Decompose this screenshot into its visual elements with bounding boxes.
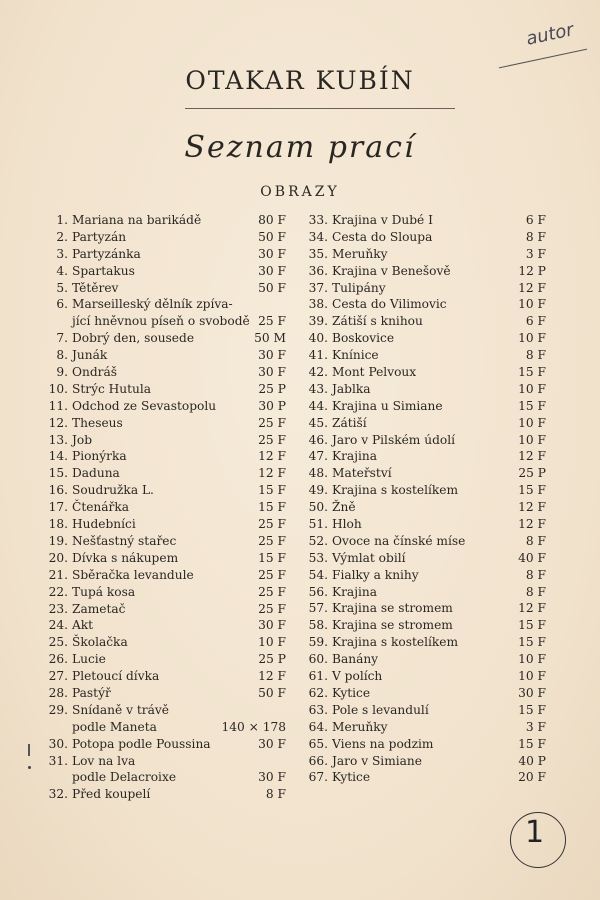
item-title: Jaro v Simiane: [332, 753, 422, 768]
list-item: [46, 668, 286, 685]
item-format: 12 F: [518, 601, 546, 616]
item-format: 10 F: [518, 415, 546, 430]
item-format: 30 F: [258, 246, 286, 261]
item-number: 9.: [56, 365, 68, 380]
item-title: Zátiší: [332, 415, 367, 430]
item-format: 15 F: [518, 635, 546, 650]
list-item: [46, 246, 286, 263]
item-format: 40 P: [518, 753, 546, 768]
list-item: [306, 246, 546, 263]
item-format: 30 F: [258, 618, 286, 633]
item-title: Odchod ze Sevastopolu: [72, 398, 217, 413]
item-title: Mont Pelvoux: [332, 365, 417, 380]
item-title: Job: [72, 432, 93, 447]
item-number: 53.: [308, 550, 328, 565]
list-item: [306, 753, 546, 770]
item-number: 16.: [48, 483, 68, 498]
list-item: [46, 584, 286, 601]
list-item: [46, 330, 286, 347]
list-item: [46, 499, 286, 516]
list-item: [306, 263, 546, 280]
list-item: [46, 601, 286, 618]
works-list-left: [46, 212, 286, 803]
item-number: 25.: [48, 635, 68, 650]
item-format: 8 F: [525, 567, 546, 582]
item-format: 50 F: [258, 229, 286, 244]
item-format: 8 F: [525, 533, 546, 548]
item-number: 11.: [48, 398, 68, 413]
item-number: 65.: [308, 736, 328, 751]
list-item: [46, 263, 286, 280]
item-number: 6.: [56, 297, 68, 312]
item-format: 8 F: [525, 584, 546, 599]
item-title: Meruňky: [332, 719, 388, 734]
item-title: Pastýř: [72, 685, 111, 700]
item-title: Cesta do Sloupa: [332, 229, 433, 244]
list-item: [306, 448, 546, 465]
item-number: 37.: [308, 280, 328, 295]
item-title: Strýc Hutula: [72, 381, 152, 396]
item-title: Výmlat obilí: [332, 550, 406, 565]
item-title: Školačka: [72, 635, 128, 650]
list-item: [46, 550, 286, 567]
list-item: [306, 550, 546, 567]
page-number: 1: [525, 815, 545, 850]
item-number: 21.: [48, 567, 68, 582]
item-number: 1.: [56, 213, 68, 227]
item-format: 15 F: [518, 702, 546, 717]
item-number: 45.: [308, 415, 328, 430]
item-title: Krajina u Simiane: [332, 398, 443, 413]
margin-dot: [28, 766, 31, 769]
item-number: 31.: [48, 753, 68, 768]
list-item: [46, 685, 286, 702]
page-title: Seznam prací: [184, 130, 416, 165]
item-title: Spartakus: [72, 263, 135, 278]
item-number: 66.: [308, 753, 328, 768]
item-title: Daduna: [72, 466, 120, 481]
item-title: Čtenářka: [72, 500, 130, 515]
item-format: 50 F: [258, 280, 286, 295]
item-format: 25 P: [258, 381, 286, 396]
item-title: Před koupelí: [72, 787, 151, 802]
list-item: [46, 448, 286, 465]
header-rule: [185, 108, 455, 109]
works-list-right: [306, 212, 546, 786]
list-item: [46, 465, 286, 482]
list-item: [46, 651, 286, 668]
item-format: 10 F: [518, 432, 546, 447]
list-item: [306, 347, 546, 364]
item-format: 30 F: [258, 348, 286, 363]
item-number: 36.: [308, 263, 328, 278]
list-item: [46, 280, 286, 297]
item-title: Tulipány: [332, 280, 386, 295]
item-format: 25 F: [258, 584, 286, 599]
item-number: 57.: [308, 601, 328, 616]
item-number: 51.: [308, 517, 328, 532]
item-title: V polích: [332, 669, 383, 684]
item-number: 54.: [308, 567, 328, 582]
list-item: [306, 313, 546, 330]
list-item: [46, 364, 286, 381]
list-item: [46, 398, 286, 415]
list-item: [306, 499, 546, 516]
item-title: Dívka s nákupem: [72, 550, 179, 565]
item-format: 30 F: [258, 770, 286, 785]
item-format: 80 F: [258, 213, 286, 227]
list-item: [306, 432, 546, 449]
item-title: Sběračka levandule: [72, 567, 194, 582]
item-title: Kytice: [332, 685, 371, 700]
item-format: 12 F: [518, 449, 546, 464]
item-title: Pletoucí dívka: [72, 669, 160, 684]
item-title: Krajina: [332, 449, 377, 464]
item-format: 20 F: [518, 770, 546, 785]
item-format: 6 F: [525, 213, 546, 227]
list-item: [306, 651, 546, 668]
list-item: [306, 516, 546, 533]
list-item: [46, 381, 286, 398]
item-number: 29.: [48, 702, 68, 717]
item-format: 25 F: [258, 432, 286, 447]
item-title: Kytice: [332, 770, 371, 785]
item-number: 28.: [48, 685, 68, 700]
item-title: Viens na podzim: [332, 736, 434, 751]
item-number: 33.: [308, 213, 328, 227]
item-title: Krajina v Benešově: [332, 263, 451, 278]
item-format: 12 P: [518, 263, 546, 278]
item-format: 25 F: [258, 517, 286, 532]
item-format: 10 F: [518, 669, 546, 684]
item-title: Krajina: [332, 584, 377, 599]
item-format: 15 F: [518, 398, 546, 413]
item-title: Cesta do Vilimovic: [332, 297, 447, 312]
handwritten-note: autor: [524, 19, 576, 50]
item-number: 32.: [48, 787, 68, 802]
item-title: Partyzán: [72, 229, 127, 244]
list-item: [306, 229, 546, 246]
item-number: 27.: [48, 669, 68, 684]
item-title: Krajina se stromem: [332, 618, 453, 633]
list-item: [306, 769, 546, 786]
item-number: 2.: [56, 229, 68, 244]
item-format: 30 F: [258, 263, 286, 278]
item-format: 30 F: [518, 685, 546, 700]
list-item: [46, 786, 286, 803]
item-title: Knínice: [332, 348, 379, 363]
item-number: 47.: [308, 449, 328, 464]
list-item: [306, 617, 546, 634]
item-title: Junák: [72, 348, 108, 363]
item-format: 30 F: [258, 365, 286, 380]
list-item: [306, 584, 546, 601]
item-number: 40.: [308, 331, 328, 346]
item-number: 13.: [48, 432, 68, 447]
item-format: 15 F: [518, 618, 546, 633]
item-number: 62.: [308, 685, 328, 700]
item-number: 48.: [308, 466, 328, 481]
item-number: 39.: [308, 314, 328, 329]
list-item: [306, 415, 546, 432]
item-format: 10 F: [518, 297, 546, 312]
list-item: [306, 668, 546, 685]
item-number: 26.: [48, 652, 68, 667]
list-item: [306, 736, 546, 753]
item-format: 12 F: [258, 449, 286, 464]
item-title: Marseilleský dělník zpíva- jící hněvnou píseň o svobodě: [72, 297, 250, 329]
list-item: [46, 753, 286, 787]
item-title: Lucie: [72, 652, 106, 667]
item-number: 34.: [308, 229, 328, 244]
list-item: [46, 229, 286, 246]
item-title: Krajina se stromem: [332, 601, 453, 616]
author-name: OTAKAR KUBÍN: [185, 66, 415, 95]
item-format: 15 F: [258, 550, 286, 565]
list-item: [46, 567, 286, 584]
item-title: Tětěrev: [72, 280, 119, 295]
item-number: 52.: [308, 533, 328, 548]
list-item: [306, 533, 546, 550]
item-format: 15 F: [518, 365, 546, 380]
item-title: Potopa podle Poussina: [72, 736, 211, 751]
item-format: 25 P: [258, 652, 286, 667]
item-title: Krajina v Dubé I: [332, 213, 433, 227]
item-format: 30 P: [258, 398, 286, 413]
list-item: [306, 381, 546, 398]
item-number: 50.: [308, 500, 328, 515]
item-format: 12 F: [518, 280, 546, 295]
list-item: [306, 296, 546, 313]
item-format: 10 F: [258, 635, 286, 650]
list-item: [306, 702, 546, 719]
item-format: 12 F: [258, 466, 286, 481]
item-title: Meruňky: [332, 246, 388, 261]
list-item: [306, 280, 546, 297]
item-number: 46.: [308, 432, 328, 447]
item-number: 8.: [56, 348, 68, 363]
item-number: 12.: [48, 415, 68, 430]
item-number: 14.: [48, 449, 68, 464]
item-format: 3 F: [525, 719, 546, 734]
list-item: [306, 212, 546, 229]
item-title: Boskovice: [332, 331, 395, 346]
item-title: Partyzánka: [72, 246, 141, 261]
item-number: 67.: [308, 770, 328, 785]
item-format: 3 F: [525, 246, 546, 261]
item-title: Fialky a knihy: [332, 567, 419, 582]
list-item: [46, 415, 286, 432]
item-title: Jaro v Pilském údolí: [332, 432, 456, 447]
item-title: Snídaně v trávě podle Maneta: [72, 702, 169, 734]
item-format: 15 F: [518, 736, 546, 751]
item-format: 6 F: [525, 314, 546, 329]
item-number: 60.: [308, 652, 328, 667]
item-title: Mateřství: [332, 466, 392, 481]
item-title: Nešťastný stařec: [72, 533, 177, 548]
item-number: 49.: [308, 483, 328, 498]
list-item: [46, 533, 286, 550]
item-number: 22.: [48, 584, 68, 599]
item-number: 38.: [308, 297, 328, 312]
list-item: [46, 702, 286, 736]
item-format: 30 F: [258, 736, 286, 751]
item-format: 15 F: [258, 483, 286, 498]
item-number: 64.: [308, 719, 328, 734]
item-format: 25 F: [258, 567, 286, 582]
item-title: Hudebníci: [72, 517, 136, 532]
item-format: 12 F: [518, 500, 546, 515]
item-number: 18.: [48, 517, 68, 532]
item-number: 43.: [308, 381, 328, 396]
item-title: Banány: [332, 652, 379, 667]
list-item: [306, 719, 546, 736]
item-format: 8 F: [525, 348, 546, 363]
item-title: Mariana na barikádě: [72, 213, 202, 227]
item-number: 19.: [48, 533, 68, 548]
item-format: 50 F: [258, 685, 286, 700]
list-item: [46, 482, 286, 499]
list-item: [46, 634, 286, 651]
item-number: 24.: [48, 618, 68, 633]
list-item: [306, 600, 546, 617]
list-item: [46, 516, 286, 533]
list-item: [46, 617, 286, 634]
item-format: 15 F: [258, 500, 286, 515]
item-number: 44.: [308, 398, 328, 413]
item-format: 50 M: [254, 331, 286, 346]
item-format: 25 F: [258, 601, 286, 616]
item-title: Lov na lva podle Delacroixe: [72, 753, 177, 785]
item-title: Akt: [72, 618, 94, 633]
item-format: 8 F: [525, 229, 546, 244]
list-item: [46, 347, 286, 364]
item-format: 15 F: [518, 483, 546, 498]
item-title: Ondráš: [72, 365, 117, 380]
item-title: Krajina s kostelíkem: [332, 635, 459, 650]
item-number: 30.: [48, 736, 68, 751]
item-number: 59.: [308, 635, 328, 650]
item-title: Hloh: [332, 517, 362, 532]
item-number: 3.: [56, 246, 68, 261]
list-item: [306, 482, 546, 499]
item-format: 40 F: [518, 550, 546, 565]
item-format: 10 F: [518, 331, 546, 346]
section-heading: OBRAZY: [260, 184, 340, 200]
item-number: 4.: [56, 263, 68, 278]
item-title: Dobrý den, sousede: [72, 331, 195, 346]
item-number: 10.: [48, 381, 68, 396]
item-title: Soudružka L.: [72, 483, 154, 498]
item-title: Jablka: [332, 381, 371, 396]
item-format: 25 F: [258, 314, 286, 329]
item-number: 56.: [308, 584, 328, 599]
item-format: 25 P: [518, 466, 546, 481]
item-title: Krajina s kostelíkem: [332, 483, 459, 498]
item-number: 5.: [56, 280, 68, 295]
item-title: Zametač: [72, 601, 126, 616]
list-item: [46, 736, 286, 753]
list-item: [306, 398, 546, 415]
item-format: 8 F: [265, 787, 286, 802]
item-title: Tupá kosa: [72, 584, 136, 599]
item-number: 35.: [308, 246, 328, 261]
item-number: 20.: [48, 550, 68, 565]
margin-mark: [28, 744, 30, 756]
item-format: 12 F: [518, 517, 546, 532]
list-item: [306, 364, 546, 381]
item-number: 23.: [48, 601, 68, 616]
list-item: [46, 212, 286, 229]
item-title: Theseus: [72, 415, 123, 430]
item-number: 58.: [308, 618, 328, 633]
list-item: [306, 567, 546, 584]
item-title: Zátiší s knihou: [332, 314, 423, 329]
list-item: [46, 432, 286, 449]
item-title: Pionýrka: [72, 449, 127, 464]
list-item: [306, 465, 546, 482]
item-format: 12 F: [258, 669, 286, 684]
item-number: 42.: [308, 365, 328, 380]
item-format: 140 × 178: [221, 719, 286, 734]
item-title: Ovoce na čínské míse: [332, 533, 466, 548]
item-number: 41.: [308, 348, 328, 363]
item-format: 10 F: [518, 381, 546, 396]
item-format: 25 F: [258, 415, 286, 430]
item-title: Žně: [332, 500, 356, 515]
item-number: 15.: [48, 466, 68, 481]
item-number: 63.: [308, 702, 328, 717]
item-format: 25 F: [258, 533, 286, 548]
item-title: Pole s levandulí: [332, 702, 429, 717]
item-format: 10 F: [518, 652, 546, 667]
item-number: 17.: [48, 500, 68, 515]
item-number: 61.: [308, 669, 328, 684]
item-number: 7.: [56, 331, 68, 346]
list-item: [306, 330, 546, 347]
list-item: [306, 634, 546, 651]
list-item: [306, 685, 546, 702]
list-item: [46, 296, 286, 330]
